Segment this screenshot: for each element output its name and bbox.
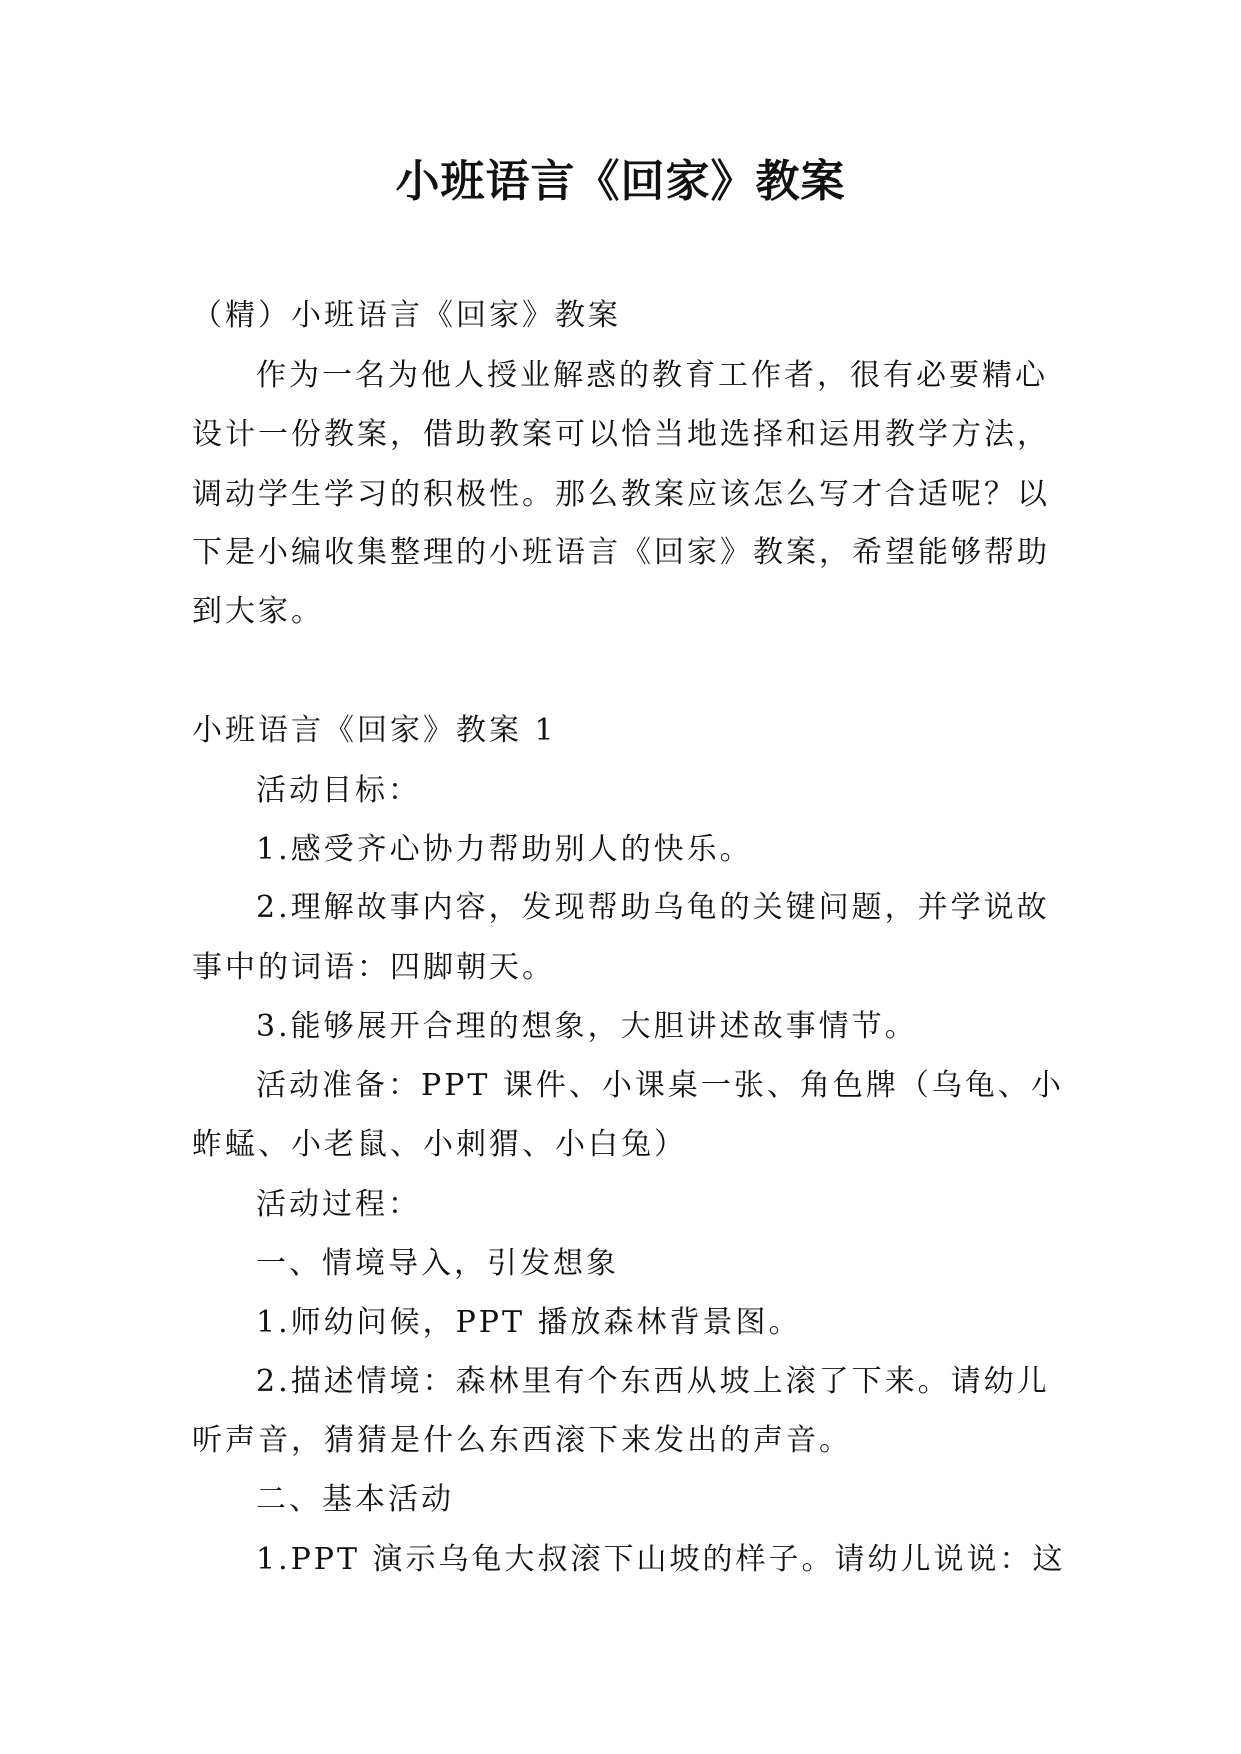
page-title: 小班语言《回家》教案 — [395, 156, 846, 207]
body-line: 二、基本活动 — [256, 1482, 454, 1517]
body-line: 听声音，猜猜是什么东西滚下来发出的声音。 — [192, 1423, 852, 1458]
intro-line: 到大家。 — [192, 594, 324, 629]
section-heading: 小班语言《回家》教案 1 — [192, 713, 557, 748]
body-line: 活动过程： — [256, 1187, 421, 1222]
body-line: 1.PPT 演示乌龟大叔滚下山坡的样子。请幼儿说说：这 — [256, 1542, 1066, 1577]
body-line: 活动准备：PPT 课件、小课桌一张、角色牌（乌龟、小 — [256, 1068, 1064, 1103]
body-line: 3.能够展开合理的想象，大胆讲述故事情节。 — [256, 1009, 918, 1044]
intro-line: 调动学生学习的积极性。那么教案应该怎么写才合适呢？以 — [192, 477, 1050, 512]
body-line: 2.描述情境：森林里有个东西从坡上滚了下来。请幼儿 — [256, 1364, 1050, 1399]
body-line: 一、情境导入，引发想象 — [256, 1246, 619, 1281]
body-line: 1.师幼问候，PPT 播放森林背景图。 — [256, 1305, 802, 1340]
body-line: 2.理解故事内容，发现帮助乌龟的关键问题，并学说故 — [256, 890, 1050, 925]
intro-line: 下是小编收集整理的小班语言《回家》教案，希望能够帮助 — [192, 535, 1050, 570]
body-line: 1.感受齐心协力帮助别人的快乐。 — [256, 832, 753, 867]
intro-line: 作为一名为他人授业解惑的教育工作者，很有必要精心 — [256, 358, 1048, 393]
intro-line: 设计一份教案，借助教案可以恰当地选择和运用教学方法， — [192, 417, 1050, 452]
body-line: 事中的词语：四脚朝天。 — [192, 950, 555, 985]
subtitle-line: （精）小班语言《回家》教案 — [192, 298, 621, 333]
body-line: 蚱蜢、小老鼠、小刺猬、小白兔） — [192, 1127, 687, 1162]
body-line: 活动目标： — [256, 773, 421, 808]
